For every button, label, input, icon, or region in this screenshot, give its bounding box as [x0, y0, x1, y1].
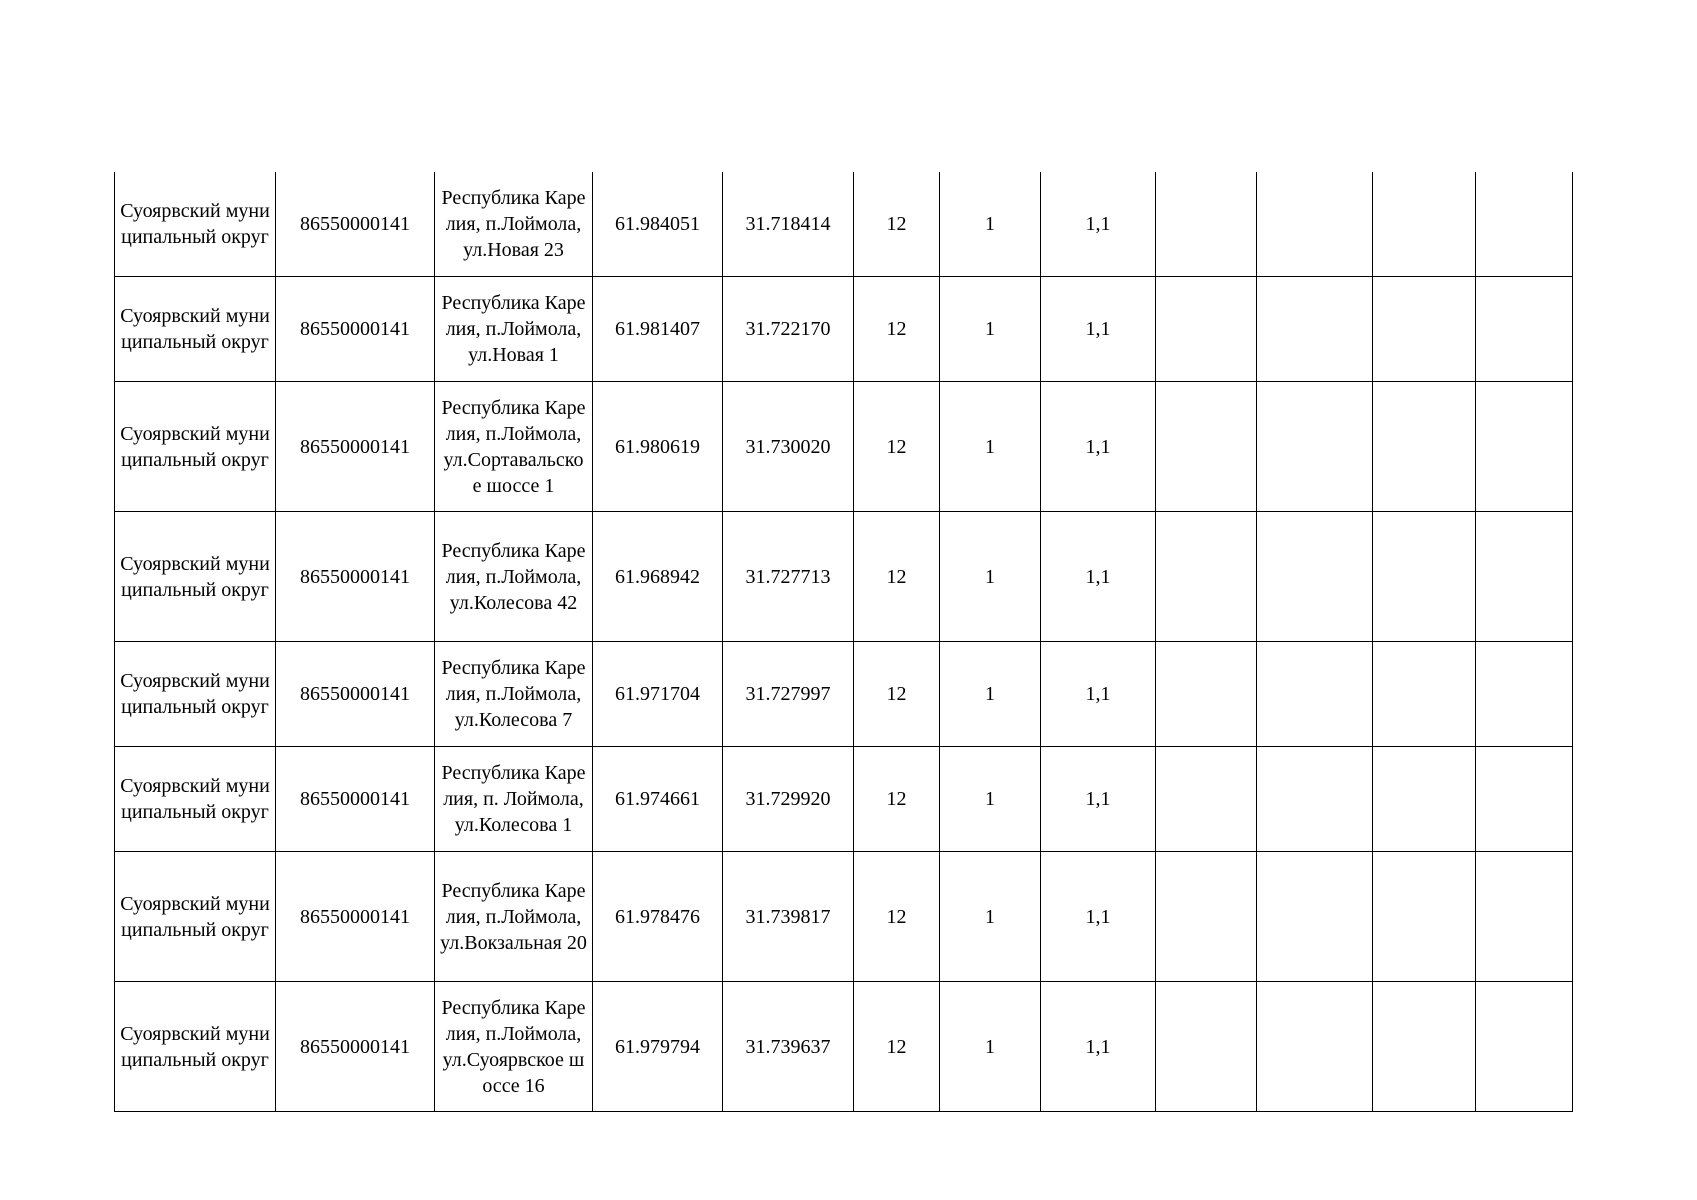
col9-cell	[1156, 852, 1257, 982]
col9-cell	[1156, 642, 1257, 747]
col12-cell	[1476, 512, 1573, 642]
latitude-cell: 61.978476	[593, 852, 723, 982]
data-table	[114, 172, 1573, 1112]
col7-cell: 1	[940, 982, 1041, 1112]
col6-cell: 12	[854, 747, 940, 852]
col10-cell	[1257, 512, 1373, 642]
district-cell: Суоярвский муниципальный округ	[115, 382, 276, 512]
address-cell: Республика Карелия, п.Лоймола, ул.Колесова 42	[435, 512, 593, 642]
latitude-cell: 61.968942	[593, 512, 723, 642]
oktmo-cell: 86550000141	[276, 277, 435, 382]
latitude-cell: 61.980619	[593, 382, 723, 512]
col7-cell: 1	[940, 852, 1041, 982]
col10-cell	[1257, 382, 1373, 512]
longitude-cell: 31.727997	[723, 642, 854, 747]
table-row	[115, 642, 1573, 747]
col11-cell	[1373, 277, 1476, 382]
col9-cell	[1156, 277, 1257, 382]
longitude-cell: 31.727713	[723, 512, 854, 642]
col9-cell	[1156, 512, 1257, 642]
col6-cell: 12	[854, 382, 940, 512]
col11-cell	[1373, 747, 1476, 852]
district-cell: Суоярвский муниципальный округ	[115, 642, 276, 747]
latitude-cell: 61.979794	[593, 982, 723, 1112]
table-row	[115, 747, 1573, 852]
col7-cell: 1	[940, 172, 1041, 277]
address-cell: Республика Карелия, п.Лоймола, ул.Суоярвское шоссе 16	[435, 982, 593, 1112]
latitude-cell: 61.981407	[593, 277, 723, 382]
col6-cell: 12	[854, 172, 940, 277]
oktmo-cell: 86550000141	[276, 512, 435, 642]
col10-cell	[1257, 852, 1373, 982]
longitude-cell: 31.739637	[723, 982, 854, 1112]
table-row	[115, 852, 1573, 982]
col8-cell: 1,1	[1041, 512, 1156, 642]
address-cell: Республика Карелия, п.Лоймола, ул.Колесова 7	[435, 642, 593, 747]
col9-cell	[1156, 747, 1257, 852]
longitude-cell: 31.730020	[723, 382, 854, 512]
address-cell: Республика Карелия, п.Лоймола, ул.Новая 23	[435, 172, 593, 277]
latitude-cell: 61.974661	[593, 747, 723, 852]
oktmo-cell: 86550000141	[276, 852, 435, 982]
col11-cell	[1373, 982, 1476, 1112]
address-cell: Республика Карелия, п. Лоймола, ул.Колесова 1	[435, 747, 593, 852]
table-row	[115, 982, 1573, 1112]
district-cell: Суоярвский муниципальный округ	[115, 747, 276, 852]
district-cell: Суоярвский муниципальный округ	[115, 852, 276, 982]
col6-cell: 12	[854, 852, 940, 982]
district-cell: Суоярвский муниципальный округ	[115, 172, 276, 277]
col12-cell	[1476, 382, 1573, 512]
latitude-cell: 61.984051	[593, 172, 723, 277]
col12-cell	[1476, 747, 1573, 852]
address-cell: Республика Карелия, п.Лоймола, ул.Новая 1	[435, 277, 593, 382]
district-cell: Суоярвский муниципальный округ	[115, 277, 276, 382]
col7-cell: 1	[940, 747, 1041, 852]
col8-cell: 1,1	[1041, 277, 1156, 382]
address-cell: Республика Карелия, п.Лоймола, ул.Сортавальское шоссе 1	[435, 382, 593, 512]
col10-cell	[1257, 172, 1373, 277]
col12-cell	[1476, 277, 1573, 382]
col10-cell	[1257, 277, 1373, 382]
col11-cell	[1373, 642, 1476, 747]
address-cell: Республика Карелия, п.Лоймола, ул.Вокзальная 20	[435, 852, 593, 982]
col8-cell: 1,1	[1041, 747, 1156, 852]
col6-cell: 12	[854, 277, 940, 382]
col6-cell: 12	[854, 512, 940, 642]
oktmo-cell: 86550000141	[276, 642, 435, 747]
col8-cell: 1,1	[1041, 642, 1156, 747]
col7-cell: 1	[940, 277, 1041, 382]
col6-cell: 12	[854, 642, 940, 747]
longitude-cell: 31.729920	[723, 747, 854, 852]
col12-cell	[1476, 642, 1573, 747]
col8-cell: 1,1	[1041, 382, 1156, 512]
col7-cell: 1	[940, 512, 1041, 642]
col11-cell	[1373, 512, 1476, 642]
table-row	[115, 512, 1573, 642]
col10-cell	[1257, 982, 1373, 1112]
col6-cell: 12	[854, 982, 940, 1112]
col10-cell	[1257, 747, 1373, 852]
table-row	[115, 172, 1573, 277]
col12-cell	[1476, 172, 1573, 277]
col8-cell: 1,1	[1041, 982, 1156, 1112]
longitude-cell: 31.722170	[723, 277, 854, 382]
latitude-cell: 61.971704	[593, 642, 723, 747]
col7-cell: 1	[940, 382, 1041, 512]
col11-cell	[1373, 382, 1476, 512]
oktmo-cell: 86550000141	[276, 382, 435, 512]
col7-cell: 1	[940, 642, 1041, 747]
district-cell: Суоярвский муниципальный округ	[115, 512, 276, 642]
oktmo-cell: 86550000141	[276, 982, 435, 1112]
oktmo-cell: 86550000141	[276, 172, 435, 277]
col8-cell: 1,1	[1041, 852, 1156, 982]
longitude-cell: 31.718414	[723, 172, 854, 277]
col9-cell	[1156, 382, 1257, 512]
col9-cell	[1156, 172, 1257, 277]
col11-cell	[1373, 172, 1476, 277]
col11-cell	[1373, 852, 1476, 982]
oktmo-cell: 86550000141	[276, 747, 435, 852]
col9-cell	[1156, 982, 1257, 1112]
col12-cell	[1476, 852, 1573, 982]
district-cell: Суоярвский муниципальный округ	[115, 982, 276, 1112]
col12-cell	[1476, 982, 1573, 1112]
table-row	[115, 277, 1573, 382]
col10-cell	[1257, 642, 1373, 747]
longitude-cell: 31.739817	[723, 852, 854, 982]
table-row	[115, 382, 1573, 512]
col8-cell: 1,1	[1041, 172, 1156, 277]
